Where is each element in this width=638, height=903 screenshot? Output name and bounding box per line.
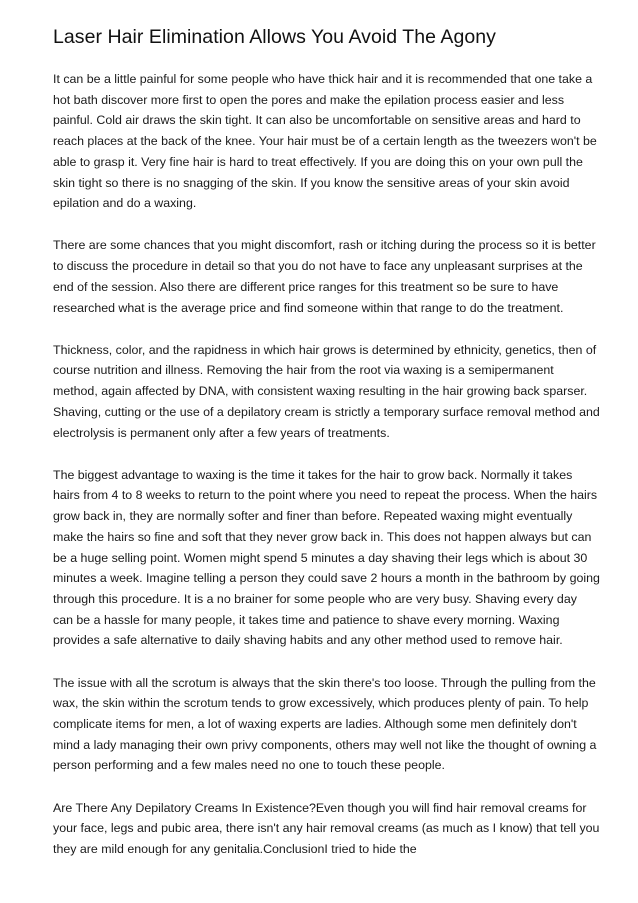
- paragraph-6: Are There Any Depilatory Creams In Existence?Even though you will find hair removal creams for your face, legs and pubic area, there isn't any hair removal creams (as much as I know) that tell you they are mild enough for any genitalia.ConclusionI tried to hide the: [53, 800, 600, 856]
- paragraph-5: The issue with all the scrotum is always that the skin there's too loose. Through the pulling from the wax, the skin within the scrotum tends to grow excessively, which produces plenty of pain. To help complicate items for men, a lot of waxing experts are ladies. Although some men definitely don't mind a lady managing their own privy components, others may well not like the thought of owning a person performing and a few males need no one to touch these people.: [53, 675, 597, 773]
- paragraph-4: The biggest advantage to waxing is the time it takes for the hair to grow back. Normally it takes hairs from 4 to 8 weeks to return to the point where you need to repeat the process. When the hairs grow back in, they are normally softer and finer than before. Repeated waxing might eventually make the hairs so fine and soft that they never grow back in. This does not happen always but can be a huge selling point. Women might spend 5 minutes a day shaving their legs which is about 30 minutes a week. Imagine telling a person they could save 2 hours a month in the bathroom by going through this procedure. It is a no brainer for some people who are very busy. Shaving every day can be a hassle for many people, it takes time and patience to shave every morning. Waxing provides a safe alternative to daily shaving habits and any other method used to remove hair.: [53, 467, 600, 648]
- paragraph-1: It can be a little painful for some people who have thick hair and it is recommended that one take a hot bath discover more first to open the pores and make the epilation process easier and less painful. Cold air draws the skin tight. It can also be uncomfortable on sensitive areas and hard to reach places at the back of the knee. Your hair must be of a certain length as the tweezers won't be able to grasp it. Very fine hair is hard to treat effectively. If you are doing this on your own pull the skin tight so there is no snagging of the skin. If you know the sensitive areas of your skin avoid epilation and do a waxing.: [53, 72, 597, 211]
- paragraph-3: Thickness, color, and the rapidness in which hair grows is determined by ethnicity, genetics, then of course nutrition and illness. Removing the hair from the root via waxing is a semipermanent method, again affected by DNA, with consistent waxing resulting in the hair growing back sparser. Shaving, cutting or the use of a depilatory cream is strictly a temporary surface removal method and electrolysis is permanent only after a few years of treatments.: [53, 342, 600, 440]
- paragraph-2: There are some chances that you might discomfort, rash or itching during the process so it is better to discuss the procedure in detail so that you do not have to face any unpleasant surprises at the end of the session. Also there are different price ranges for this treatment so be sure to have researched what is the average price and find someone within that range to do the treatment.: [53, 238, 596, 315]
- document-title: Laser Hair Elimination Allows You Avoid The Agony: [53, 26, 496, 48]
